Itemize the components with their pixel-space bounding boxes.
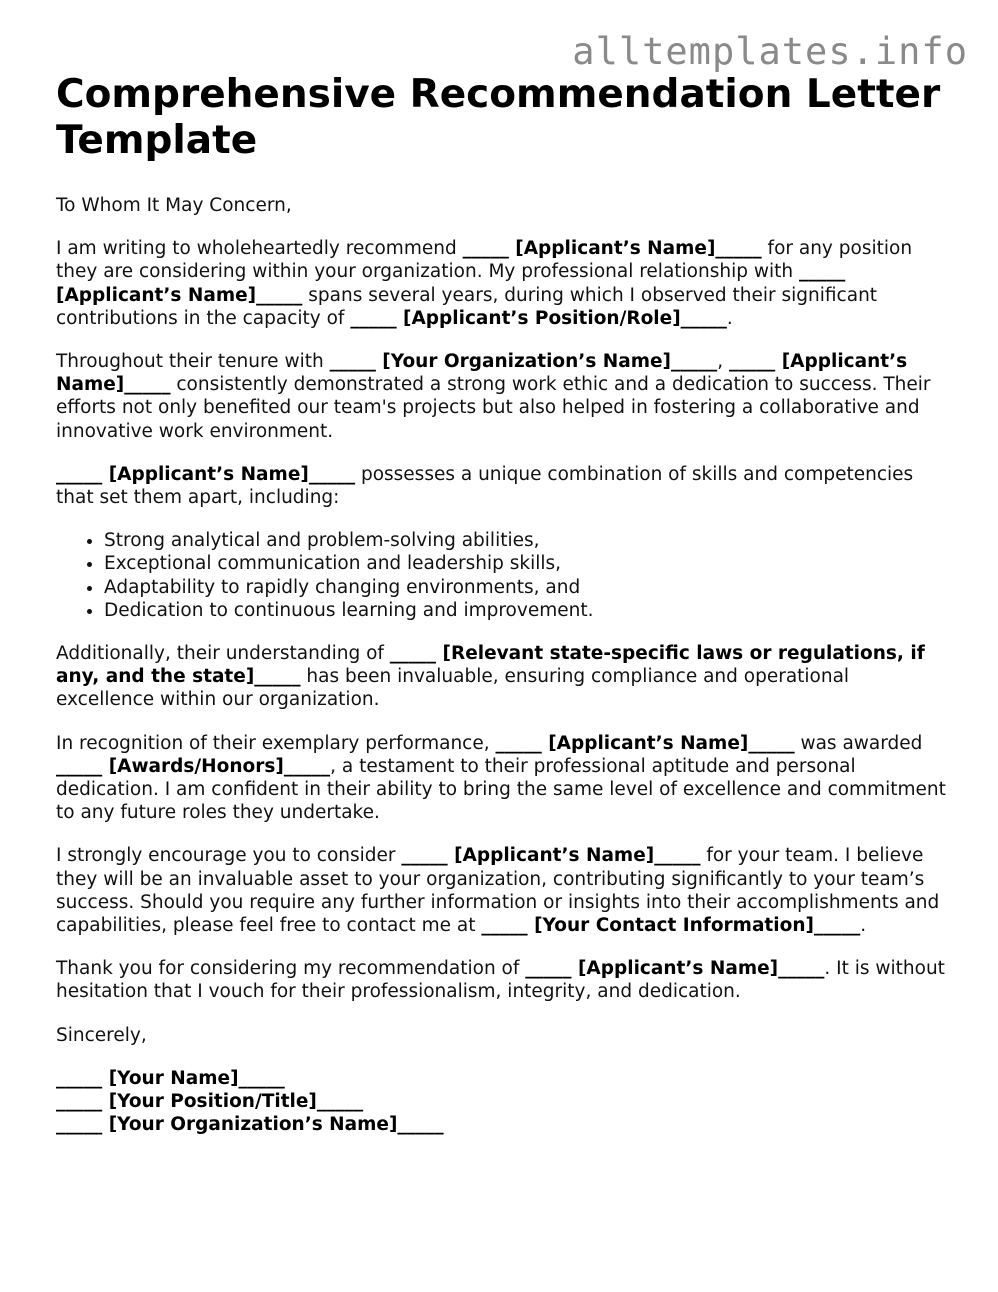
applicant-name-field: _____ [Applicant’s Name]_____ xyxy=(56,351,908,396)
text-segment: , xyxy=(717,351,730,373)
text-segment: Additionally, their understanding of xyxy=(56,643,390,665)
letter-document xyxy=(56,72,946,1137)
list-item: • Strong analytical and problem-solving abilities, xyxy=(104,529,946,552)
text-segment: possesses a unique combination of skills and competencies that set them apart, including: xyxy=(56,463,914,509)
text-segment: Thank you for considering my recommendation of xyxy=(56,958,526,980)
list-item: • Adaptability to rapidly changing environments, and xyxy=(104,576,946,599)
applicant-name-field: _____ [Applicant’s Name]_____ xyxy=(56,261,846,306)
text-segment: spans several years, during which I observed their significant contributions in the capacity of xyxy=(56,284,878,329)
your-title-field: _____ [Your Position/Title]_____ xyxy=(56,1091,364,1113)
awards-field: _____ [Awards/Honors]_____ xyxy=(56,755,331,777)
document-title: Comprehensive Recommendation Letter Template xyxy=(56,72,941,163)
contact-information-field: _____ [Your Contact Information]_____ xyxy=(481,915,861,937)
thanks-paragraph xyxy=(56,957,946,1003)
text-segment: consistently demonstrated a strong work ethic and a dedication to success. Their efforts not only benefited our team's projects but also helped in fostering a collaborative and innovative work environment. xyxy=(56,374,931,442)
text-segment: Throughout their tenure with xyxy=(56,351,330,373)
your-name-field: _____ [Your Name]_____ xyxy=(56,1067,285,1089)
text-segment: for any position they are considering within your organization. My professional relationship with xyxy=(56,238,913,283)
text-segment: . xyxy=(726,307,733,329)
encouragement-paragraph xyxy=(56,844,946,937)
text-segment: was awarded xyxy=(794,732,923,754)
skills-list xyxy=(56,529,946,622)
laws-paragraph xyxy=(56,642,946,712)
tenure-paragraph xyxy=(56,350,946,443)
text-segment: , a testament to their professional aptitude and personal dedication. I am confident in their ability to bring the same level of excellence and commitment to any future roles they undertake. xyxy=(56,755,946,824)
applicant-position-field: _____ [Applicant’s Position/Role]_____ xyxy=(350,307,727,329)
applicant-name-field: _____ [Applicant’s Name]_____ xyxy=(401,845,701,867)
watermark: alltemplates.info xyxy=(572,30,968,73)
text-segment: I am writing to wholeheartedly recommend xyxy=(56,238,463,260)
signature-block xyxy=(56,1067,946,1137)
applicant-name-field: _____ [Applicant’s Name]_____ xyxy=(495,732,795,754)
applicant-name-field: _____ [Applicant’s Name]_____ xyxy=(462,238,762,260)
text-segment: has been invaluable, ensuring compliance and operational excellence within our organization. xyxy=(56,666,850,711)
skills-intro-paragraph xyxy=(56,463,946,509)
state-laws-field: _____ [Relevant state-specific laws or regulations, if any, and the state]_____ xyxy=(56,643,925,688)
closing: Sincerely, xyxy=(56,1024,147,1046)
text-segment: In recognition of their exemplary performance, xyxy=(56,732,496,754)
intro-paragraph xyxy=(56,237,946,330)
text-segment: I strongly encourage you to consider xyxy=(56,845,402,867)
applicant-name-field: _____ [Applicant’s Name]_____ xyxy=(525,958,825,980)
text-segment: . It is without hesitation that I vouch for their professionalism, integrity, and dedication. xyxy=(56,958,945,1003)
organization-name-field: _____ [Your Organization’s Name]_____ xyxy=(329,351,718,373)
your-organization-field: _____ [Your Organization’s Name]_____ xyxy=(56,1114,444,1136)
text-segment: for your team. I believe they will be an invaluable asset to your organization, contributing significantly to your team’s success. Should you require any further information or insights into their accomplishments and capabilities, please feel free to contact me at xyxy=(56,845,940,937)
text-segment: . xyxy=(860,915,867,937)
list-item: • Dedication to continuous learning and improvement. xyxy=(104,599,946,622)
recognition-paragraph xyxy=(56,732,946,825)
list-item: • Exceptional communication and leadership skills, xyxy=(104,552,946,575)
salutation: To Whom It May Concern, xyxy=(56,195,292,216)
applicant-name-field: _____ [Applicant’s Name]_____ xyxy=(56,463,356,485)
